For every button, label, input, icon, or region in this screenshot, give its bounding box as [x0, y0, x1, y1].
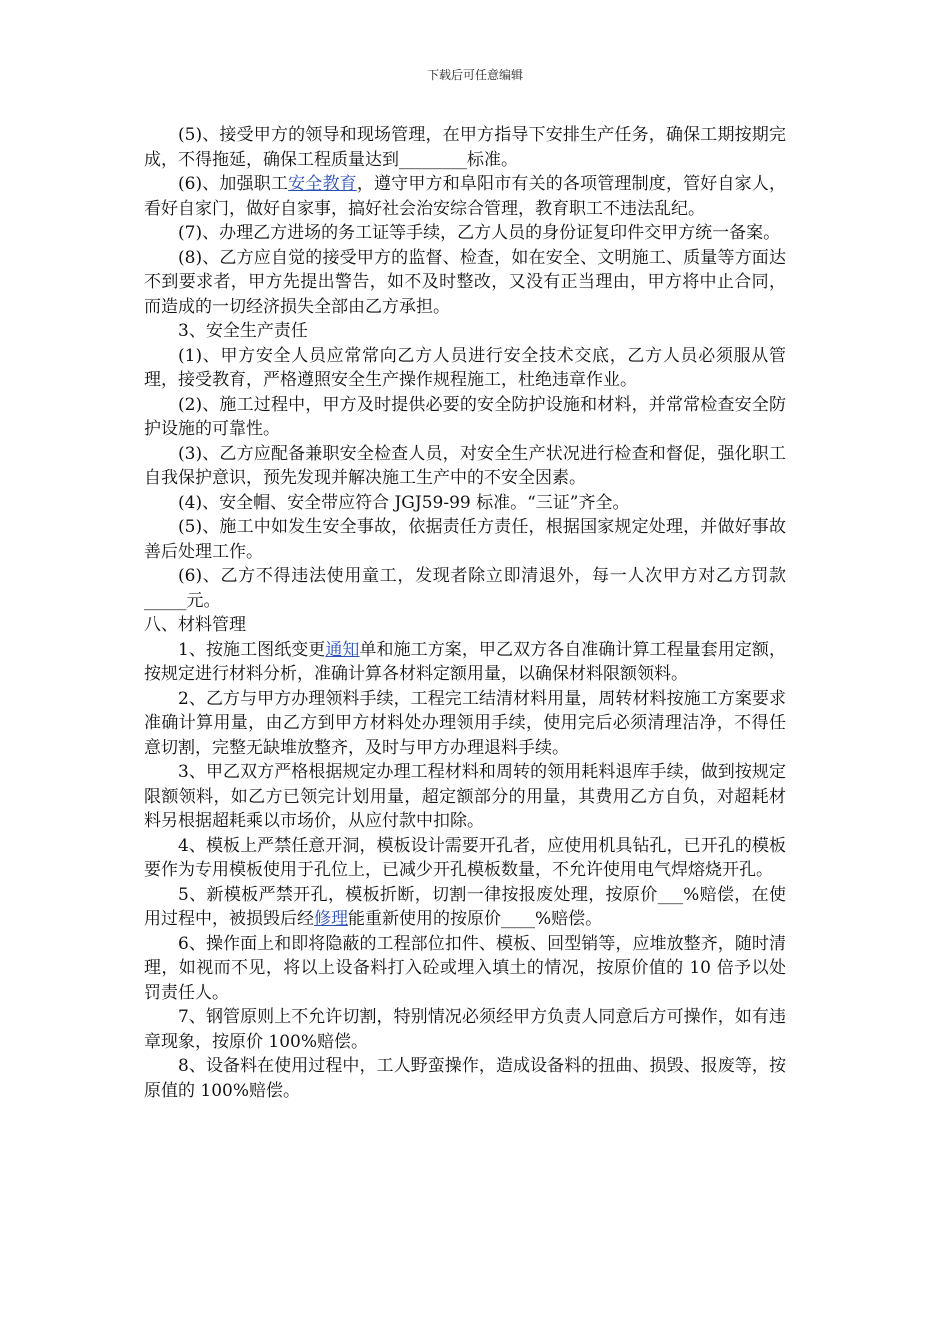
paragraph: [144, 564, 786, 613]
paragraph-text: 单和施工方案，甲乙双方各自准确计算工程量套用定额，按规定进行材料分析，准确计算各材料定额用量，以确保材料限额领料。: [144, 639, 786, 684]
paragraph-text: 3、甲乙双方严格根据规定办理工程材料和周转的领用耗料退库手续，做到按规定限额领料，如乙方已领完计划用量，超定额部分的用量，其费用乙方自负，对超耗材料另根据超耗乘以市场价，从应付款中扣除。: [144, 762, 786, 831]
paragraph-text: 1、按施工图纸变更: [178, 639, 326, 660]
paragraph: [144, 883, 786, 932]
paragraph: [144, 515, 786, 564]
paragraph: [144, 393, 786, 442]
paragraph-text: 2、乙方与甲方办理领料手续，工程完工结清材料用量，周转材料按施工方案要求准确计算用量，由乙方到甲方材料处办理领用手续，使用完后必须清理洁净，不得任意切割，完整无缺堆放整齐，及时与甲方办理退料手续。: [144, 688, 786, 758]
paragraph-text: (1)、甲方安全人员应常常向乙方人员进行安全技术交底，乙方人员必须服从管理，接受教育，严格遵照安全生产操作规程施工，杜绝违章作业。: [144, 345, 786, 390]
paragraph-text: (5)、接受甲方的领导和现场管理，在甲方指导下安排生产任务，确保工期按期完成，不得拖延，确保工程质量达到________标准。: [144, 125, 786, 170]
paragraph: [144, 638, 786, 687]
paragraph-text: 7、钢管原则上不允许切割，特别情况必须经甲方负责人同意后方可操作，如有违章现象，按原价 100%赔偿。: [144, 1007, 786, 1052]
inline-link[interactable]: 修理: [314, 909, 348, 929]
paragraph-text: ，遵守甲方和阜阳市有关的各项管理制度，管好自家人，看好自家门，做好自家事，搞好社会治安综合管理，教育职工不违法乱纪。: [144, 174, 786, 219]
paragraph: [144, 932, 786, 1006]
paragraph-text: 6、操作面上和即将隐蔽的工程部位扣件、模板、回型销等，应堆放整齐，随时清理，如视而不见，将以上设备料打入砼或埋入填土的情况，按原价值的 10 倍予以处罚责任人。: [144, 933, 786, 1003]
paragraph: [144, 491, 786, 516]
paragraph-text: 8、设备料在使用过程中，工人野蛮操作，造成设备料的扭曲、损毁、报废等，按原值的 100%赔偿。: [144, 1056, 786, 1101]
paragraph: [144, 760, 786, 834]
paragraph: [144, 1005, 786, 1054]
paragraph-text: (4)、安全帽、安全带应符合 JGJ59-99 标准。“三证”齐全。: [178, 492, 630, 513]
paragraph: [144, 221, 786, 246]
paragraph-text: 能重新使用的按原价____%赔偿。: [348, 909, 603, 929]
paragraph-text: 八、材料管理: [144, 615, 246, 635]
paragraph: [144, 687, 786, 761]
paragraph: [144, 344, 786, 393]
paragraph-text: (6)、加强职工: [178, 174, 289, 194]
paragraph-text: (6)、乙方不得违法使用童工，发现者除立即清退外，每一人次甲方对乙方罚款_____元。: [144, 566, 786, 611]
paragraph-text: 3、安全生产责任: [178, 321, 308, 341]
inline-link[interactable]: 通知: [325, 639, 360, 660]
document-body: [144, 123, 786, 1103]
page-header: 下载后可任意编辑: [426, 68, 523, 82]
paragraph: [144, 1054, 786, 1103]
paragraph-text: (3)、乙方应配备兼职安全检查人员，对安全生产状况进行检查和督促，强化职工自我保护意识，预先发现并解决施工生产中的不安全因素。: [144, 443, 786, 488]
paragraph-text: (8)、乙方应自觉的接受甲方的监督、检查，如在安全、文明施工、质量等方面达不到要求者，甲方先提出警告，如不及时整改，又没有正当理由，甲方将中止合同，而造成的一切经济损失全部由乙方承担。: [144, 247, 786, 317]
paragraph: [144, 172, 786, 221]
inline-link[interactable]: 安全教育: [288, 174, 357, 194]
section-heading: [144, 613, 786, 638]
paragraph: [144, 123, 786, 172]
paragraph-text: (5)、施工中如发生安全事故，依据责任方责任，根据国家规定处理，并做好事故善后处理工作。: [144, 517, 786, 562]
paragraph: [144, 246, 786, 320]
paragraph-text: (2)、施工过程中，甲方及时提供必要的安全防护设施和材料，并常常检查安全防护设施的可靠性。: [144, 394, 786, 439]
paragraph: [144, 834, 786, 883]
section-heading: [144, 319, 786, 344]
paragraph-text: (7)、办理乙方进场的务工证等手续，乙方人员的身份证复印件交甲方统一备案。: [178, 223, 781, 243]
paragraph-text: 4、模板上严禁任意开洞，模板设计需要开孔者，应使用机具钻孔，已开孔的模板要作为专用模板使用于孔位上，已减少开孔模板数量，不允许使用电气焊熔烧开孔。: [144, 835, 786, 880]
paragraph: [144, 442, 786, 491]
paragraph-text: 5、新模板严禁开孔，模板折断，切割一律按报废处理，按原价___%赔偿，在使用过程中，被损毁后经: [144, 884, 786, 929]
